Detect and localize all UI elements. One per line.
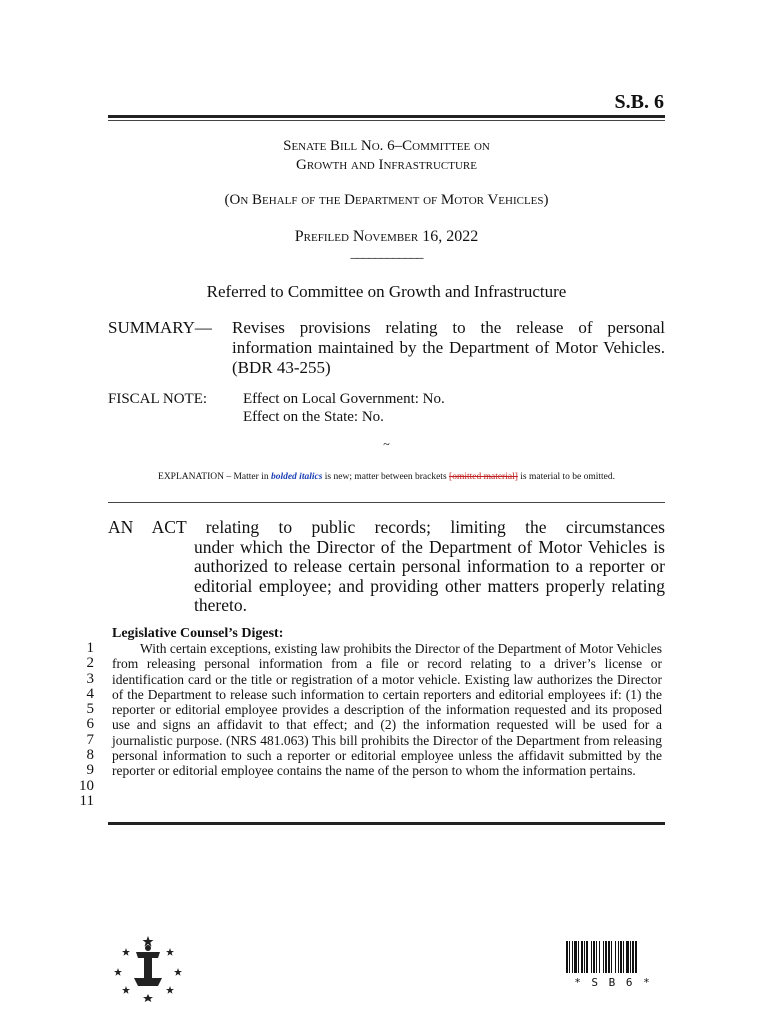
explanation [108,472,665,482]
bill-title-line1: Senate Bill No. 6–Committee on [283,138,490,154]
footer-rule-thick [108,822,665,825]
separator-dash: ____________ [350,246,423,261]
digest-body [112,641,662,779]
line-number: 8 [86,747,94,764]
barcode-text: * S B 6 * [574,976,652,989]
line-number: 2 [86,655,94,672]
summary [108,318,665,378]
line-number: 5 [86,701,94,718]
header-rule-thin [108,120,665,121]
line-numbers [66,641,94,809]
act-title [108,518,665,616]
on-behalf-of: (On Behalf of the Department of Motor Vehicles) [224,192,549,208]
line-number: 9 [86,762,94,779]
prefiled-date: Prefiled November 16, 2022 [294,228,479,245]
line-number: 10 [79,777,94,794]
fiscal-note-label: FISCAL NOTE: [108,391,208,407]
line-number: 1 [86,640,94,656]
bill-title [108,137,665,175]
line-number: 4 [86,685,94,702]
bill-title-line2: Growth and Infrastructure [295,157,477,173]
line-number: 7 [86,731,94,748]
act-first-line: AN ACT relating to public records; limiting the circumstances [108,517,665,537]
barcode-icon [566,941,660,973]
explanation-bold-italic: bolded italics [270,472,323,482]
explanation-suffix: is material to be omitted. [517,472,615,482]
explanation-prefix: EXPLANATION – Matter in [158,472,271,482]
line-number: 11 [79,792,94,809]
explanation-rule [108,502,665,503]
tilde-separator: ~ [383,437,390,451]
referred-to: Referred to Committee on Growth and Infrastructure [206,282,567,301]
fiscal-state: Effect on the State: No. [243,409,384,425]
explanation-middle: is new; matter between brackets [322,472,450,482]
digest-text: With certain exceptions, existing law prohibits the Director of the Department of Motor Vehicles from releasing personal information from a file or record relating to a driver’s license or identification card or the title or registration of a motor vehicle. Existing law authorizes the Director of the Department to release such information to certain reporters and editorial employees if: (1) the reporter or editorial employee provides a description of the information requested and its proposed use and signs an affidavit to that effect; and (2) the information requested will be used for a journalistic purpose. (NRS 481.063) This bill prohibits the Director of the Department from releasing personal information to such a reporter or editorial employee unless the affidavit submitted by the reporter or editorial employee contains the name of the person to whom the information pertains. [112,641,662,779]
act-rest: under which the Director of the Department of Motor Vehicles is authorized to release certain personal information to a reporter or editorial employee; and providing other matters properly relating thereto. [194,536,665,615]
nevada-state-seal-icon [114,934,182,1002]
header-rule-thick [108,115,665,118]
bill-number: S.B. 6 [614,91,664,113]
line-number: 6 [86,716,94,733]
summary-text: Revises provisions relating to the release of personal information maintained by the Department of Motor Vehicles. (BDR 43-255) [232,318,665,377]
fiscal-local: Effect on Local Government: No. [243,391,445,407]
summary-label: SUMMARY— [108,318,212,337]
line-number: 3 [86,670,94,687]
digest-heading: Legislative Counsel’s Digest: [112,626,284,641]
explanation-omitted: [omitted material] [449,472,518,482]
